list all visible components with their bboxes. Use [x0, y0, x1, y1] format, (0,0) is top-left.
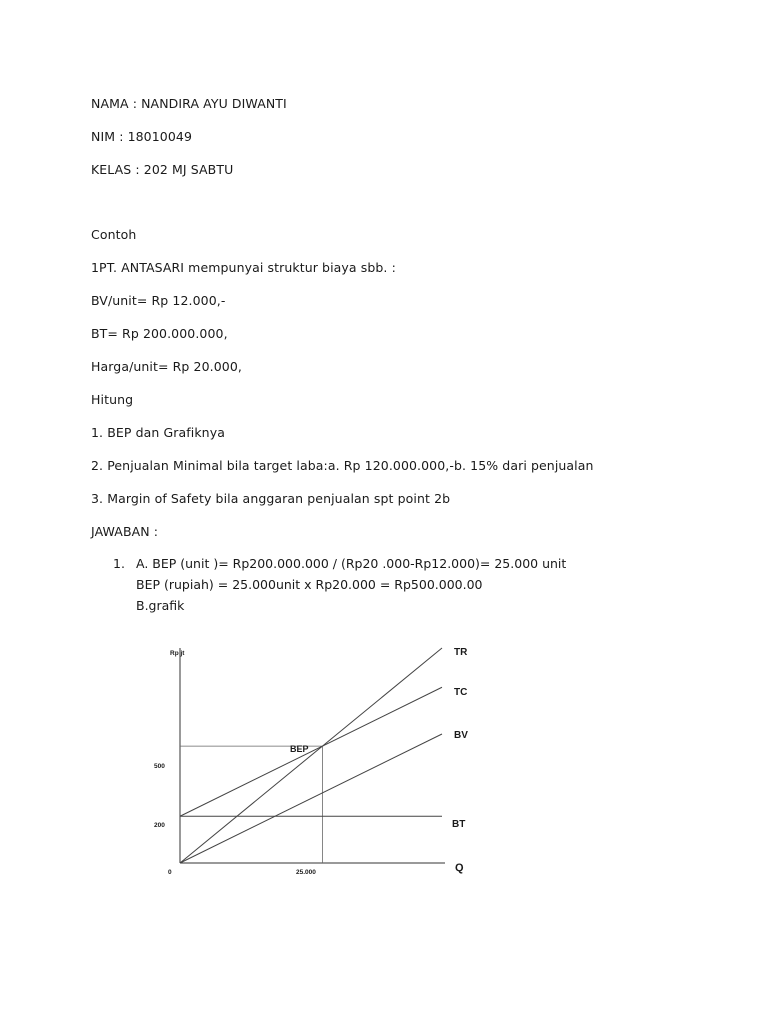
series-label-tr: TR	[454, 647, 468, 658]
series-label-bv: BV	[454, 730, 468, 741]
section-heading: Contoh	[91, 227, 137, 242]
x-tick-25000: 25.000	[296, 869, 316, 876]
x-axis-label: Q	[455, 862, 464, 874]
series-line-tc	[180, 687, 442, 816]
x-tick-0: 0	[168, 869, 172, 876]
problem-intro: 1PT. ANTASARI mempunyai struktur biaya sbb. :	[91, 260, 396, 275]
series-line-tr	[180, 648, 442, 863]
question-3: 3. Margin of Safety bila anggaran penjualan spt point 2b	[91, 491, 451, 506]
student-nim: NIM : 18010049	[91, 129, 193, 144]
series-label-tc: TC	[454, 687, 468, 698]
answer-line-1: A. BEP (unit )= Rp200.000.000 / (Rp20 .000-Rp12.000)= 25.000 unit	[136, 556, 567, 571]
answer-list-number: 1.	[113, 556, 125, 571]
problem-harga: Harga/unit= Rp 20.000,	[91, 359, 242, 374]
y-tick-200: 200	[154, 822, 165, 829]
bep-annotation: BEP	[290, 744, 309, 754]
problem-hitung: Hitung	[91, 392, 134, 407]
answer-heading: JAWABAN :	[91, 524, 159, 539]
answer-line-3: B.grafik	[136, 598, 185, 613]
answer-line-2: BEP (rupiah) = 25.000unit x Rp20.000 = Rp500.000.00	[136, 577, 483, 592]
series-line-bv	[180, 734, 442, 863]
plot-area	[180, 648, 445, 863]
problem-bt: BT= Rp 200.000.000,	[91, 326, 228, 341]
series-label-bt: BT	[452, 819, 466, 830]
student-name: NAMA : NANDIRA AYU DIWANTI	[91, 96, 287, 111]
problem-bv: BV/unit= Rp 12.000,-	[91, 293, 226, 308]
question-1: 1. BEP dan Grafiknya	[91, 425, 225, 440]
y-axis-label: Rp jt	[170, 650, 185, 657]
student-class: KELAS : 202 MJ SABTU	[91, 162, 234, 177]
y-tick-500: 500	[154, 763, 165, 770]
bep-chart	[140, 636, 480, 876]
question-2: 2. Penjualan Minimal bila target laba:a. Rp 120.000.000,-b. 15% dari penjualan	[91, 458, 594, 473]
